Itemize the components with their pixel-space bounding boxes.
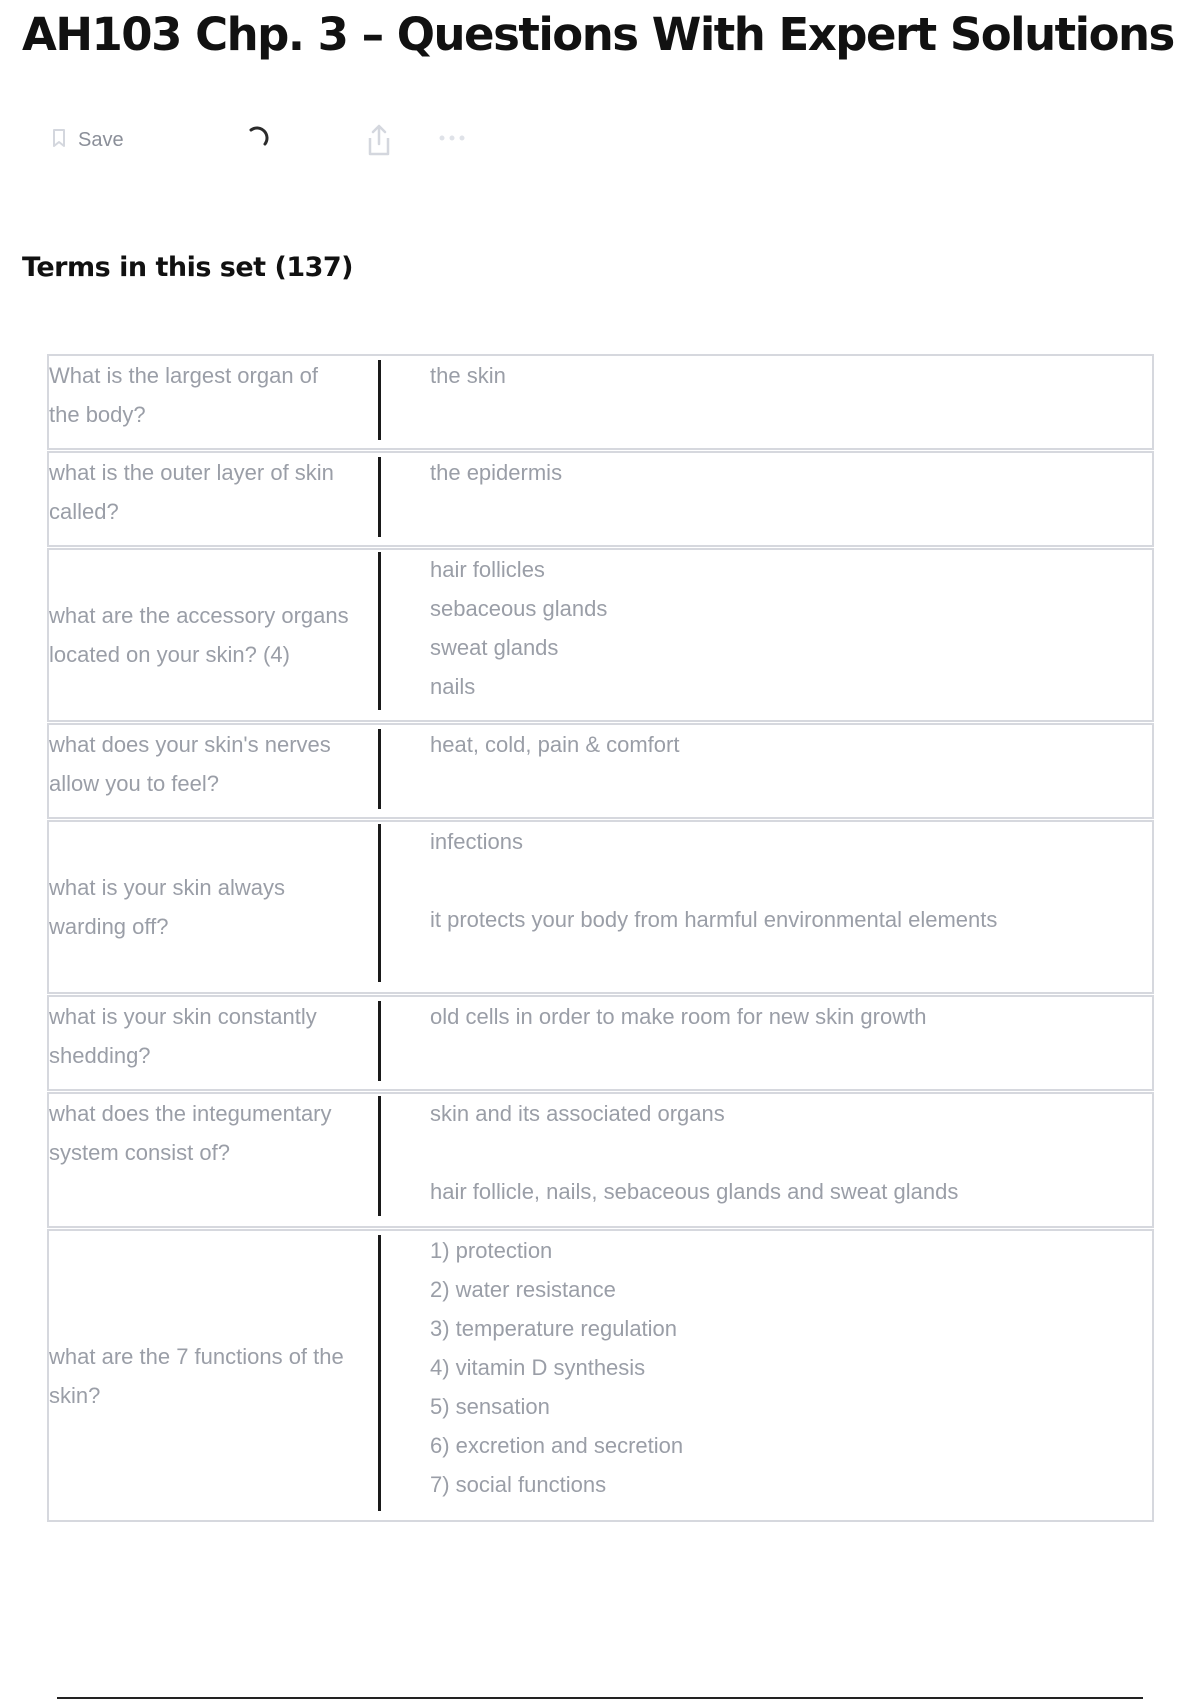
term-answer-line: hair follicles: [430, 557, 545, 582]
terms-heading: Terms in this set (137): [22, 252, 354, 283]
term-answer-line: 7) social functions: [430, 1472, 607, 1497]
save-label: Save: [78, 128, 124, 151]
term-row: [47, 820, 1154, 994]
term-question-text: What is the largest organ of the body?: [49, 363, 319, 427]
term-question-text: what does the integumentary system consist of?: [49, 1101, 332, 1165]
term-question-text: what is the outer layer of skin called?: [49, 460, 334, 524]
term-answer: [430, 822, 1132, 939]
term-answer: [430, 453, 1132, 492]
term-question: [49, 725, 354, 817]
term-divider: [378, 360, 381, 440]
term-answer-line: 3) temperature regulation: [430, 1316, 678, 1341]
term-row: [47, 723, 1154, 819]
term-question: [49, 822, 354, 992]
term-answer-line: the epidermis: [430, 460, 563, 485]
terms-list: [47, 354, 1154, 1523]
term-row: [47, 1092, 1154, 1228]
loading-spinner-icon: [242, 122, 276, 156]
term-answer-line: hair follicle, nails, sebaceous glands and sweat glands: [430, 1179, 959, 1204]
term-answer-line: infections: [430, 829, 523, 854]
term-answer-line: heat, cold, pain & comfort: [430, 732, 680, 757]
bottom-divider: [57, 1697, 1143, 1699]
term-divider: [378, 457, 381, 537]
bookmark-icon: [52, 128, 66, 152]
term-divider: [378, 1001, 381, 1081]
term-answer-line: 5) sensation: [430, 1394, 550, 1419]
term-answer-line: sweat glands: [430, 635, 559, 660]
term-question: [49, 550, 354, 720]
term-answer-line: [430, 1133, 1132, 1172]
page-title: AH103 Chp. 3 – Questions With Expert Solutions: [22, 8, 1174, 61]
term-answer-line: skin and its associated organs: [430, 1101, 725, 1126]
term-answer-line: 4) vitamin D synthesis: [430, 1355, 646, 1380]
share-icon: [364, 122, 394, 162]
term-question-text: what are the accessory organs located on your skin? (4): [49, 603, 349, 667]
term-row: [47, 1229, 1154, 1522]
term-row: [47, 548, 1154, 722]
term-divider: [378, 1235, 381, 1511]
term-question: [49, 356, 354, 448]
term-answer-line: the skin: [430, 363, 506, 388]
term-answer: [430, 356, 1132, 395]
term-answer-line: 2) water resistance: [430, 1277, 616, 1302]
term-answer: [430, 550, 1132, 706]
term-answer-line: nails: [430, 674, 476, 699]
term-answer-line: old cells in order to make room for new skin growth: [430, 1004, 927, 1029]
more-button[interactable]: [434, 120, 470, 160]
term-answer-line: sebaceous glands: [430, 596, 608, 621]
term-question-text: what is your skin always warding off?: [49, 875, 285, 939]
term-divider: [378, 552, 381, 710]
term-answer-line: it protects your body from harmful environmental elements: [430, 907, 998, 932]
term-answer: [430, 725, 1132, 764]
term-answer-line: 1) protection: [430, 1238, 553, 1263]
term-divider: [378, 1096, 381, 1216]
term-answer-line: [430, 861, 1132, 900]
term-question: [49, 1231, 354, 1520]
term-question-text: what is your skin constantly shedding?: [49, 1004, 317, 1068]
term-divider: [378, 729, 381, 809]
save-button[interactable]: [52, 128, 124, 152]
toolbar: [52, 128, 652, 168]
term-row: [47, 451, 1154, 547]
term-question: [49, 453, 354, 545]
term-question-text: what are the 7 functions of the skin?: [49, 1343, 344, 1408]
term-answer: [430, 997, 1132, 1036]
term-question: [49, 1094, 354, 1226]
term-row: [47, 354, 1154, 450]
share-button[interactable]: [364, 122, 394, 162]
term-answer: [430, 1094, 1132, 1211]
term-answer: [430, 1231, 1132, 1504]
more-icon: [434, 120, 470, 160]
term-answer-line: 6) excretion and secretion: [430, 1433, 684, 1458]
term-row: [47, 995, 1154, 1091]
term-divider: [378, 824, 381, 982]
term-question-text: what does your skin's nerves allow you to feel?: [49, 732, 331, 796]
term-question: [49, 997, 354, 1089]
